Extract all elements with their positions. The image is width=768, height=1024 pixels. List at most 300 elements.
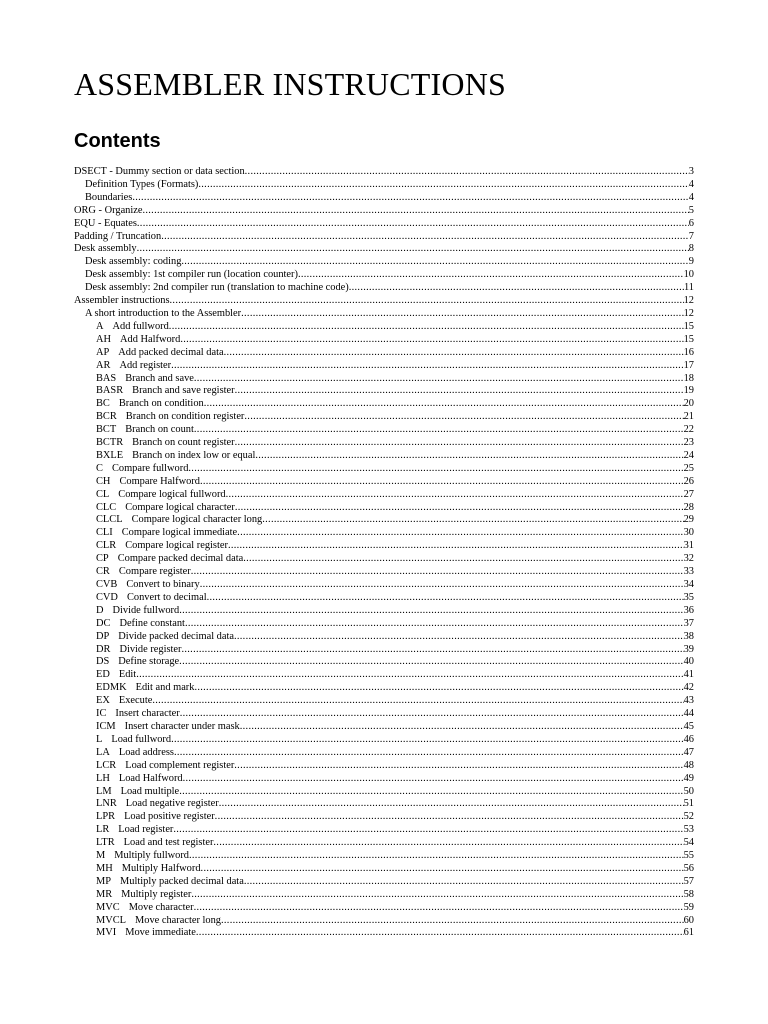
toc-entry-title [96, 902, 194, 915]
toc-page-number: 40 [683, 656, 694, 668]
toc-entry-code: IC [96, 708, 107, 720]
toc-entry-label: Move character [128, 901, 194, 913]
toc-entry-title [85, 308, 241, 321]
toc-leader-dots [198, 179, 688, 192]
toc-entry-title [74, 205, 142, 218]
toc-entry-code: MP [96, 875, 112, 887]
toc-entry-title [96, 385, 235, 398]
toc-entry-title [96, 889, 191, 902]
toc-entry[interactable] [74, 786, 694, 799]
toc-leader-dots [262, 514, 683, 527]
toc-entry-title [96, 824, 173, 837]
toc-entry-title [96, 463, 188, 476]
toc-entry-title [96, 450, 255, 463]
toc-entry-title [96, 837, 213, 850]
toc-entry[interactable] [74, 527, 694, 540]
toc-page-number: 51 [683, 798, 694, 810]
toc-leader-dots [234, 631, 684, 644]
toc-entry[interactable] [74, 308, 694, 321]
toc-leader-dots [224, 347, 684, 360]
toc-page-number: 12 [683, 295, 694, 307]
toc-leader-dots [191, 566, 684, 579]
toc-leader-dots [188, 463, 683, 476]
toc-page-number: 37 [683, 617, 694, 629]
toc-leader-dots [237, 527, 683, 540]
toc-page-number: 16 [683, 346, 694, 358]
toc-leader-dots [226, 489, 684, 502]
toc-page-number: 32 [683, 553, 694, 565]
toc-page-number: 53 [683, 824, 694, 836]
toc-entry-label: Compare logical character long [131, 514, 263, 526]
toc-entry-label: Insert character under mask [124, 720, 240, 732]
toc-entry-label: Compare Halfword [119, 475, 200, 487]
toc-entry[interactable] [74, 243, 694, 256]
toc-entry[interactable] [74, 360, 694, 373]
toc-entry-code: L [96, 733, 103, 745]
toc-entry-title [96, 579, 200, 592]
toc-entry-code: LNR [96, 798, 117, 810]
toc-entry-label: DSECT - Dummy section or data section [74, 166, 245, 177]
toc-entry-code: CLCL [96, 514, 123, 526]
toc-entry-label: Desk assembly [74, 243, 137, 255]
toc-leader-dots [189, 850, 684, 863]
toc-entry[interactable] [74, 437, 694, 450]
toc-entry[interactable] [74, 863, 694, 876]
toc-entry-label: ORG - Organize [74, 204, 143, 216]
toc-entry[interactable] [74, 463, 694, 476]
toc-entry-code: LA [96, 746, 110, 758]
toc-leader-dots [171, 734, 684, 747]
toc-entry[interactable] [74, 373, 694, 386]
toc-page-number: 33 [683, 566, 694, 578]
toc-entry[interactable] [74, 334, 694, 347]
toc-entry-code: BAS [96, 372, 117, 384]
toc-page-number: 11 [683, 282, 694, 294]
toc-entry-label: Multiply Halfword [121, 862, 201, 874]
table-of-contents [74, 166, 694, 940]
toc-page-number: 4 [688, 191, 694, 203]
toc-entry-label: Move immediate [125, 927, 196, 939]
toc-entry-code: D [96, 604, 104, 616]
toc-entry[interactable] [74, 850, 694, 863]
toc-entry[interactable] [74, 566, 694, 579]
toc-page-number: 8 [688, 243, 694, 255]
toc-entry-code: LPR [96, 811, 116, 823]
toc-entry-code: CLI [96, 527, 113, 539]
toc-page-number: 7 [688, 230, 694, 242]
toc-entry-label: Divide register [119, 643, 182, 655]
toc-leader-dots [180, 708, 684, 721]
toc-entry-title [96, 747, 174, 760]
toc-entry-label: Edit [118, 669, 137, 681]
toc-leader-dots [219, 798, 684, 811]
toc-page-number: 47 [683, 746, 694, 758]
toc-page-number: 15 [683, 333, 694, 345]
toc-entry-title [96, 669, 136, 682]
toc-entry-label: Boundaries [85, 191, 133, 203]
toc-entry-title [96, 605, 179, 618]
toc-leader-dots [221, 915, 684, 928]
toc-entry[interactable] [74, 618, 694, 631]
toc-entry[interactable] [74, 179, 694, 192]
toc-leader-dots [245, 166, 689, 179]
toc-page-number: 58 [683, 888, 694, 900]
toc-leader-dots [244, 876, 684, 889]
toc-leader-dots [136, 669, 683, 682]
toc-entry[interactable] [74, 424, 694, 437]
toc-entry-label: Desk assembly: coding [85, 256, 182, 268]
toc-leader-dots [161, 231, 689, 244]
toc-entry-label: Branch on index low or equal [132, 449, 256, 461]
toc-entry-label: Compare logical immediate [121, 527, 238, 539]
toc-entry[interactable] [74, 553, 694, 566]
toc-entry-code: BCTR [96, 437, 124, 449]
toc-entry[interactable] [74, 656, 694, 669]
toc-entry-code: CL [96, 488, 110, 500]
toc-entry-title [96, 540, 228, 553]
toc-entry-code: CH [96, 475, 111, 487]
toc-entry-label: Branch and save register [132, 385, 235, 397]
toc-entry-label: Assembler instructions [74, 295, 170, 307]
toc-entry-code: CLC [96, 501, 117, 513]
toc-entry-code: MVCL [96, 914, 127, 926]
toc-page-number: 39 [683, 643, 694, 655]
toc-entry-title [74, 218, 137, 231]
toc-entry-code: CLR [96, 540, 117, 552]
toc-entry-label: Execute [118, 695, 153, 707]
toc-entry[interactable] [74, 631, 694, 644]
toc-entry-code: AP [96, 346, 110, 358]
toc-entry[interactable] [74, 708, 694, 721]
toc-leader-dots [298, 269, 684, 282]
toc-entry-label: Add register [119, 359, 172, 371]
toc-page-number: 43 [683, 695, 694, 707]
toc-entry[interactable] [74, 824, 694, 837]
toc-leader-dots [204, 398, 684, 411]
toc-entry-title [96, 476, 200, 489]
toc-entry-title [96, 347, 224, 360]
toc-entry-code: MVI [96, 927, 117, 939]
toc-leader-dots [240, 721, 684, 734]
toc-entry-title [96, 321, 169, 334]
toc-leader-dots [181, 644, 683, 657]
toc-leader-dots [174, 747, 684, 760]
toc-entry[interactable] [74, 760, 694, 773]
toc-entry[interactable] [74, 579, 694, 592]
toc-entry-title [96, 786, 179, 799]
toc-entry-label: Add packed decimal data [118, 346, 224, 358]
toc-leader-dots [137, 218, 689, 231]
toc-leader-dots [200, 579, 684, 592]
toc-entry-code: LH [96, 772, 110, 784]
toc-page-number: 50 [683, 785, 694, 797]
toc-entry-label: Add fullword [112, 320, 169, 332]
toc-page-number: 41 [683, 669, 694, 681]
toc-entry[interactable] [74, 605, 694, 618]
toc-leader-dots [196, 927, 684, 940]
toc-leader-dots [142, 205, 688, 218]
toc-entry-title [96, 863, 201, 876]
toc-entry[interactable] [74, 682, 694, 695]
toc-entry[interactable] [74, 514, 694, 527]
toc-entry[interactable] [74, 398, 694, 411]
toc-entry-title [85, 282, 349, 295]
toc-entry[interactable] [74, 295, 694, 308]
toc-leader-dots [173, 824, 683, 837]
toc-entry[interactable] [74, 721, 694, 734]
toc-entry[interactable] [74, 644, 694, 657]
toc-entry-label: Move character long [135, 914, 222, 926]
toc-entry-title [96, 811, 215, 824]
toc-entry-label: Insert character [115, 708, 180, 720]
toc-page-number: 12 [683, 307, 694, 319]
toc-entry-code: DP [96, 630, 110, 642]
toc-entry-code: BASR [96, 385, 124, 397]
toc-page-number: 6 [688, 217, 694, 229]
toc-page-number: 56 [683, 862, 694, 874]
toc-entry-title [96, 566, 191, 579]
toc-entry-title [85, 192, 132, 205]
toc-entry-title [96, 360, 171, 373]
toc-leader-dots [169, 321, 684, 334]
toc-entry-title [96, 682, 194, 695]
toc-page-number: 48 [683, 759, 694, 771]
toc-leader-dots [349, 282, 684, 295]
toc-entry-code: CVD [96, 591, 118, 603]
toc-entry-title [96, 502, 235, 515]
toc-entry[interactable] [74, 205, 694, 218]
toc-entry[interactable] [74, 269, 694, 282]
toc-entry-title [96, 489, 226, 502]
toc-entry-code: A [96, 320, 104, 332]
toc-entry-label: Compare register [118, 566, 191, 578]
toc-leader-dots [179, 656, 683, 669]
toc-entry[interactable] [74, 876, 694, 889]
toc-leader-dots [207, 592, 684, 605]
toc-entry-label: Compare logical character [125, 501, 235, 513]
toc-entry-label: Load negative register [125, 798, 219, 810]
toc-entry-code: DS [96, 656, 110, 668]
toc-entry-label: Definition Types (Formats) [85, 178, 199, 190]
toc-entry[interactable] [74, 669, 694, 682]
toc-entry-label: Padding / Truncation [74, 230, 162, 242]
toc-entry[interactable] [74, 540, 694, 553]
toc-page-number: 59 [683, 901, 694, 913]
toc-entry-title [96, 708, 180, 721]
toc-leader-dots [132, 192, 688, 205]
toc-page-number: 18 [683, 372, 694, 384]
toc-page-number: 3 [688, 166, 694, 177]
toc-entry[interactable] [74, 592, 694, 605]
toc-page-number: 61 [683, 927, 694, 939]
toc-entry-code: BCT [96, 424, 117, 436]
toc-entry-title [96, 553, 243, 566]
toc-page-number: 10 [683, 269, 694, 281]
toc-entry-title [96, 915, 221, 928]
toc-leader-dots [171, 360, 684, 373]
toc-entry[interactable] [74, 811, 694, 824]
toc-entry-title [96, 618, 185, 631]
toc-entry-title [74, 243, 137, 256]
toc-page-number: 30 [683, 527, 694, 539]
toc-page-number: 4 [688, 178, 694, 190]
toc-entry-label: Desk assembly: 2nd compiler run (translation to machine code) [85, 282, 349, 294]
toc-leader-dots [228, 540, 684, 553]
toc-entry[interactable] [74, 902, 694, 915]
toc-entry-code: AR [96, 359, 111, 371]
toc-leader-dots [235, 437, 684, 450]
toc-entry[interactable] [74, 889, 694, 902]
toc-leader-dots [137, 243, 689, 256]
toc-entry-title [74, 166, 245, 179]
toc-leader-dots [200, 476, 684, 489]
toc-entry[interactable] [74, 450, 694, 463]
toc-entry-code: LM [96, 785, 112, 797]
toc-page-number: 31 [683, 540, 694, 552]
toc-entry[interactable] [74, 347, 694, 360]
toc-entry-title [96, 656, 179, 669]
toc-entry-title [96, 721, 240, 734]
toc-entry[interactable] [74, 837, 694, 850]
toc-entry[interactable] [74, 411, 694, 424]
toc-page-number: 21 [683, 411, 694, 423]
toc-entry[interactable] [74, 192, 694, 205]
toc-entry-label: Multiply fullword [114, 850, 190, 862]
toc-leader-dots [179, 605, 683, 618]
toc-page-number: 26 [683, 475, 694, 487]
toc-entry-code: CP [96, 553, 109, 565]
toc-entry[interactable] [74, 256, 694, 269]
toc-leader-dots [234, 760, 683, 773]
toc-page-number: 28 [683, 501, 694, 513]
toc-entry-label: Compare logical fullword [118, 488, 226, 500]
toc-entry-title [96, 734, 171, 747]
toc-entry-title [96, 424, 194, 437]
toc-page-number: 24 [683, 449, 694, 461]
toc-entry[interactable] [74, 166, 694, 179]
toc-entry-code: M [96, 850, 106, 862]
toc-entry-label: Compare packed decimal data [117, 553, 244, 565]
toc-page-number: 20 [683, 398, 694, 410]
toc-entry[interactable] [74, 695, 694, 708]
toc-page-number: 25 [683, 462, 694, 474]
toc-entry-code: MVC [96, 901, 120, 913]
toc-entry[interactable] [74, 747, 694, 760]
toc-entry[interactable] [74, 385, 694, 398]
toc-entry-title [96, 760, 234, 773]
toc-entry-label: Branch and save [125, 372, 194, 384]
toc-entry-code: ED [96, 669, 110, 681]
toc-entry-label: Load register [118, 824, 174, 836]
toc-entry-code: C [96, 462, 103, 474]
toc-entry-title [85, 269, 298, 282]
toc-page-number: 55 [683, 850, 694, 862]
toc-page-number: 19 [683, 385, 694, 397]
toc-entry-title [96, 514, 262, 527]
toc-page-number: 49 [683, 772, 694, 784]
toc-entry-title [74, 231, 161, 244]
toc-entry-title [96, 773, 183, 786]
toc-entry-code: EX [96, 695, 110, 707]
toc-entry-title [96, 631, 234, 644]
toc-entry-code: ICM [96, 720, 116, 732]
toc-page-number: 5 [688, 204, 694, 216]
toc-leader-dots [170, 295, 684, 308]
toc-entry-label: Divide packed decimal data [118, 630, 234, 642]
toc-entry-title [96, 927, 196, 940]
toc-page-number: 17 [683, 359, 694, 371]
toc-page-number: 38 [683, 630, 694, 642]
toc-entry-title [96, 644, 181, 657]
contents-heading: Contents [74, 130, 161, 152]
toc-entry-code: EDMK [96, 682, 127, 694]
toc-entry-title [96, 695, 152, 708]
toc-entry-label: Add Halfword [120, 333, 181, 345]
toc-entry[interactable] [74, 734, 694, 747]
toc-entry-label: Branch on condition register [125, 411, 245, 423]
toc-entry[interactable] [74, 798, 694, 811]
toc-entry-label: A short introduction to the Assembler [85, 307, 242, 319]
toc-entry[interactable] [74, 502, 694, 515]
toc-leader-dots [191, 889, 683, 902]
toc-entry-title [96, 850, 189, 863]
toc-entry[interactable] [74, 915, 694, 928]
toc-page-number: 52 [683, 811, 694, 823]
toc-entry[interactable] [74, 476, 694, 489]
toc-entry-label: Compare logical register [125, 540, 228, 552]
toc-page-number: 36 [683, 604, 694, 616]
toc-entry-label: EQU - Equates [74, 217, 137, 229]
toc-page-number: 35 [683, 591, 694, 603]
toc-page-number: 23 [683, 437, 694, 449]
toc-page-number: 46 [683, 733, 694, 745]
toc-leader-dots [185, 618, 684, 631]
toc-entry[interactable] [74, 218, 694, 231]
toc-entry-label: Load multiple [120, 785, 180, 797]
toc-page-number: 27 [683, 488, 694, 500]
toc-entry[interactable] [74, 773, 694, 786]
toc-leader-dots [180, 334, 683, 347]
toc-entry-label: Branch on condition [118, 398, 204, 410]
toc-entry-label: Convert to decimal [126, 591, 207, 603]
toc-entry-title [96, 592, 207, 605]
toc-entry[interactable] [74, 489, 694, 502]
toc-leader-dots [201, 863, 684, 876]
toc-entry[interactable] [74, 231, 694, 244]
toc-leader-dots [183, 773, 684, 786]
toc-leader-dots [152, 695, 683, 708]
toc-entry[interactable] [74, 282, 694, 295]
toc-entry-code: DC [96, 617, 111, 629]
toc-leader-dots [194, 373, 684, 386]
toc-page-number: 15 [683, 320, 694, 332]
toc-leader-dots [243, 553, 683, 566]
toc-entry-title [96, 334, 180, 347]
toc-entry[interactable] [74, 927, 694, 940]
toc-leader-dots [215, 811, 684, 824]
toc-entry[interactable] [74, 321, 694, 334]
toc-entry-code: BCR [96, 411, 117, 423]
toc-entry-title [96, 373, 194, 386]
toc-entry-label: Compare fullword [111, 462, 189, 474]
toc-entry-label: Define storage [118, 656, 180, 668]
toc-page-number: 34 [683, 579, 694, 590]
document-title: ASSEMBLER INSTRUCTIONS [74, 66, 507, 102]
toc-entry-code: CVB [96, 579, 118, 590]
toc-entry-code: MR [96, 888, 113, 900]
toc-entry-label: Load address [118, 746, 174, 758]
toc-entry-label: Define constant [119, 617, 185, 629]
